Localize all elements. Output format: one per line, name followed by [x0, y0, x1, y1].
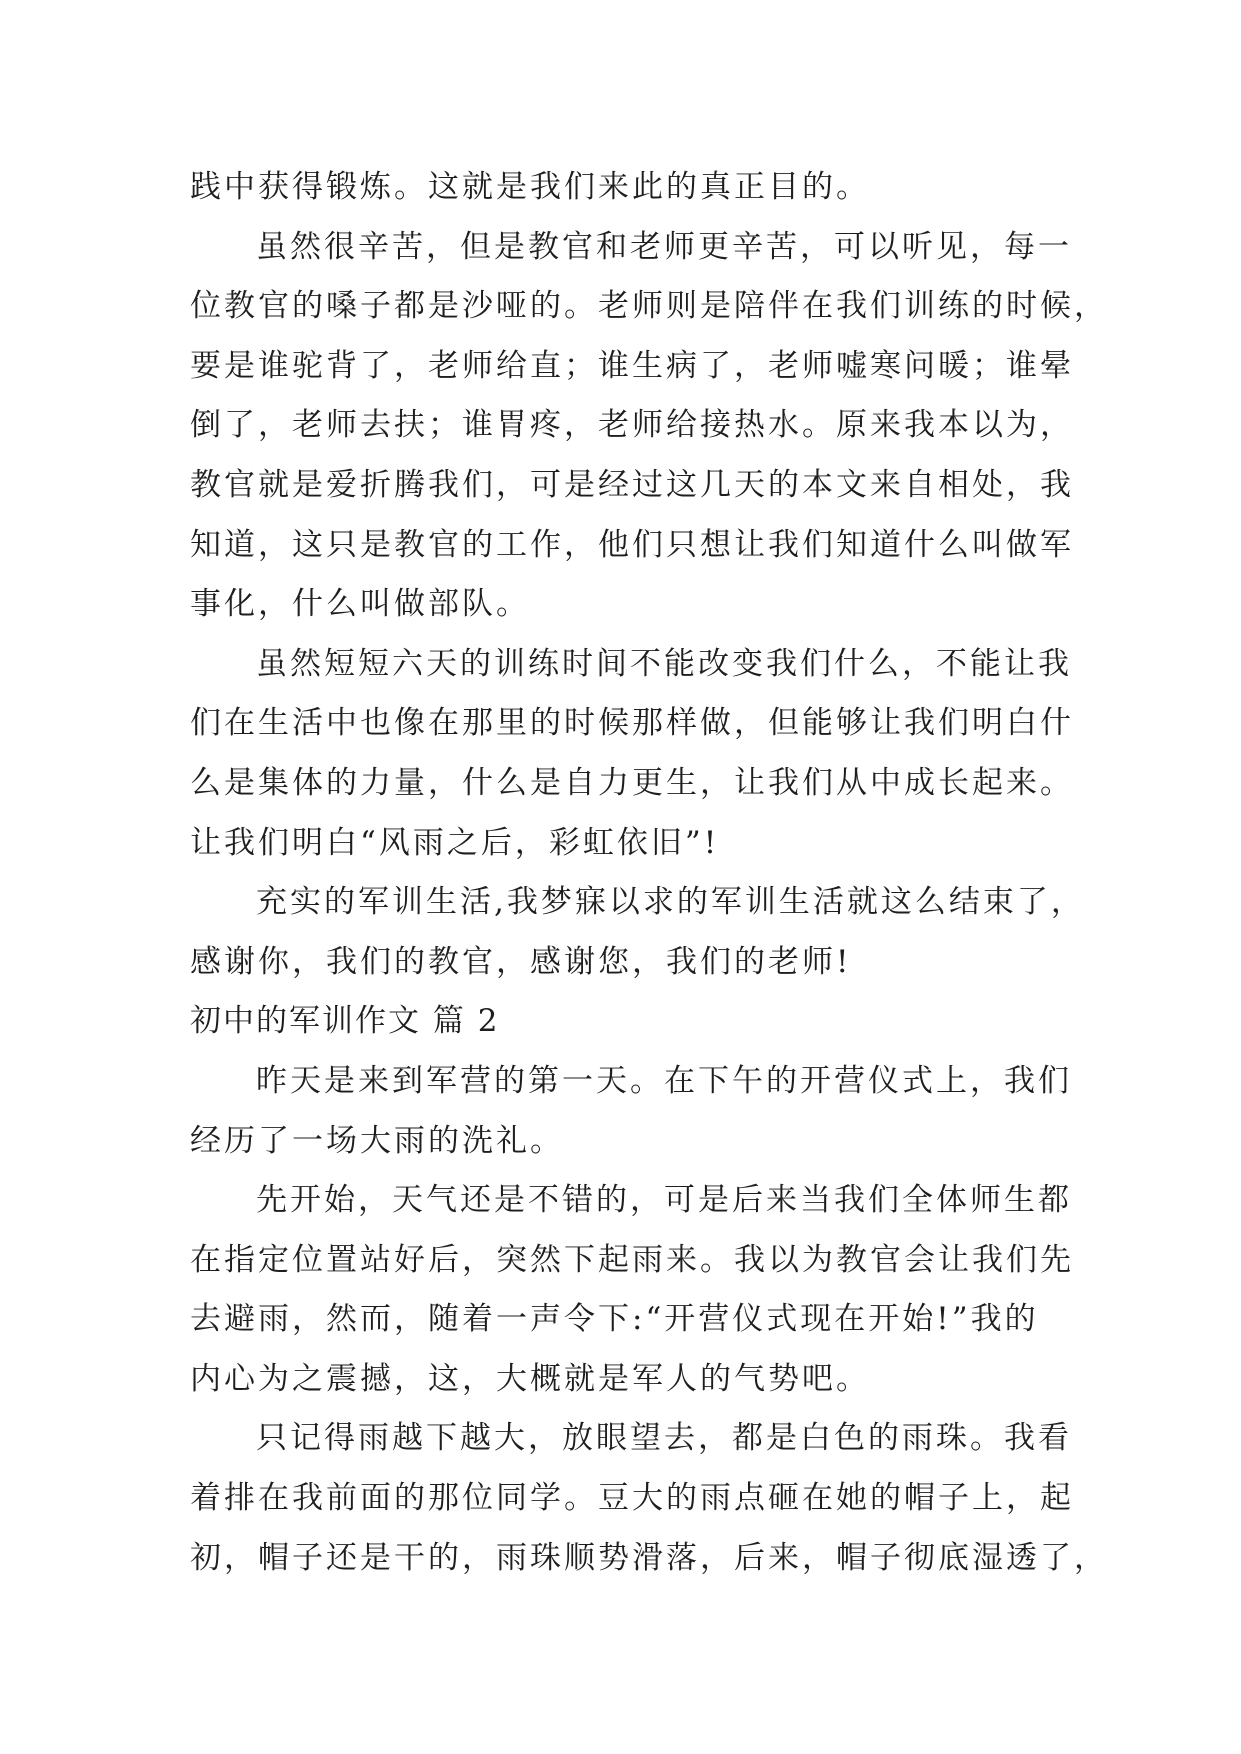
text-line: 践中获得锻炼。这就是我们来此的真正目的。 [190, 169, 870, 205]
paragraph-start-line: 虽然很辛苦，但是教官和老师更辛苦，可以听见，每一 [256, 228, 1072, 265]
text-line: 位教官的嗓子都是沙哑的。老师则是陪伴在我们训练的时候， [190, 288, 1108, 325]
text-line: 经历了一场大雨的洗礼。 [190, 1122, 564, 1159]
text-line: 着排在我前面的那位同学。豆大的雨点砸在她的帽子上，起 [190, 1480, 1074, 1517]
paragraph-start-line: 先开始，天气还是不错的，可是后来当我们全体师生都 [256, 1182, 1072, 1219]
paragraph-start-line: 只记得雨越下越大，放眼望去，都是白色的雨珠。我看 [256, 1420, 1072, 1457]
document-body [190, 158, 1108, 1588]
text-line: 教官就是爱折腾我们，可是经过这几天的本文来自相处，我 [190, 466, 1074, 503]
text-line: 么是集体的力量，什么是自力更生，让我们从中成长起来。 [190, 764, 1074, 801]
text-line: 内心为之震撼，这，大概就是军人的气势吧。 [190, 1360, 870, 1397]
paragraph-start-line: 昨天是来到军营的第一天。在下午的开营仪式上，我们 [256, 1062, 1072, 1099]
text-line: 知道，这只是教官的工作，他们只想让我们知道什么叫做军 [190, 526, 1074, 563]
text-line: 们在生活中也像在那里的时候那样做，但能够让我们明白什 [190, 705, 1074, 742]
text-line: 倒了，老师去扶；谁胃疼，老师给接热水。原来我本以为， [190, 407, 1074, 444]
text-line: 初，帽子还是干的，雨珠顺势滑落，后来，帽子彻底湿透了， [190, 1539, 1108, 1576]
paragraph-start-line: 虽然短短六天的训练时间不能改变我们什么，不能让我 [256, 645, 1072, 682]
paragraph-start-line: 充实的军训生活,我梦寐以求的军训生活就这么结束了， [256, 884, 1085, 921]
text-line: 在指定位置站好后，突然下起雨来。我以为教官会让我们先 [190, 1241, 1074, 1278]
text-line: 感谢你，我们的教官，感谢您，我们的老师! [190, 943, 852, 980]
text-line: 事化，什么叫做部队。 [190, 586, 530, 623]
section-heading: 初中的军训作文 篇 2 [190, 1003, 500, 1040]
text-line: 让我们明白“风雨之后，彩虹依旧”! [190, 824, 720, 861]
text-line: 要是谁驼背了，老师给直；谁生病了，老师嘘寒问暖；谁晕 [190, 347, 1074, 384]
text-line: 去避雨，然而，随着一声令下:“开营仪式现在开始!”我的 [190, 1301, 1039, 1338]
